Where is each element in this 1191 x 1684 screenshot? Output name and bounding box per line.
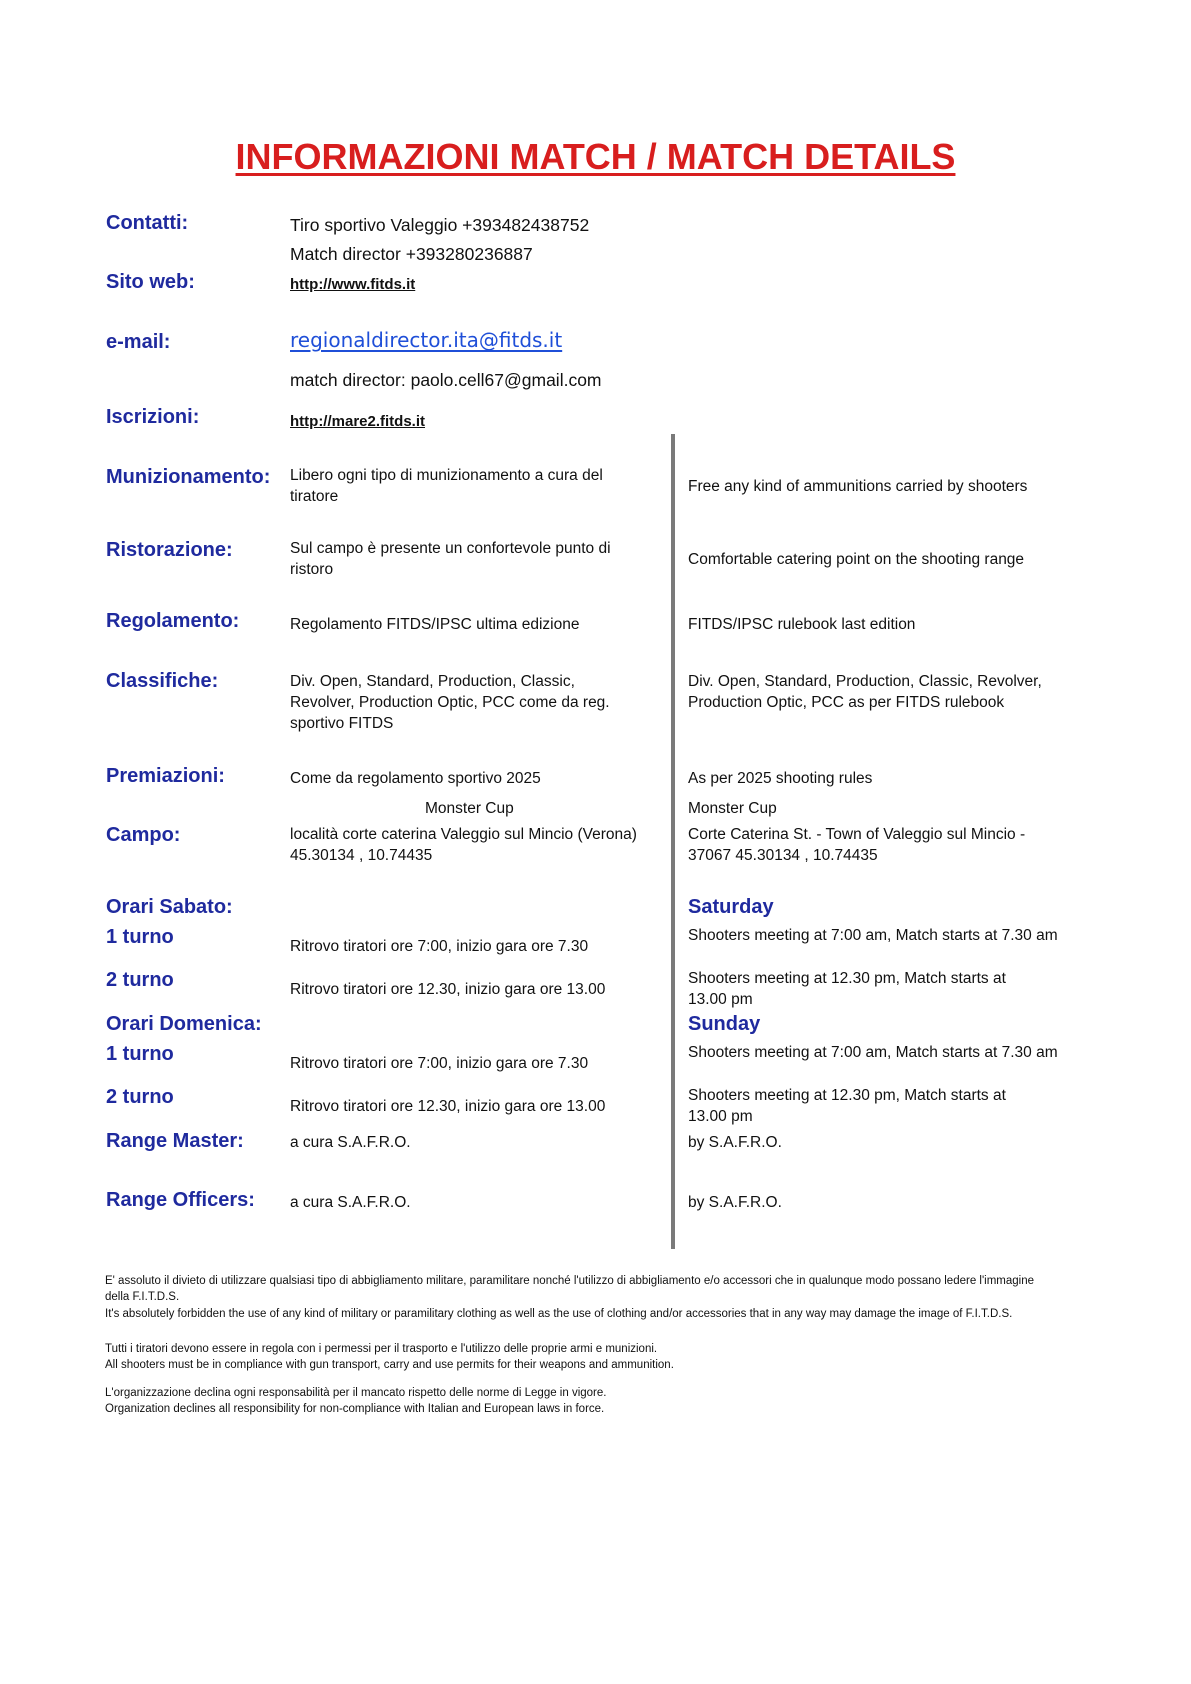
sunday-turn-2-it: Ritrovo tiratori ore 12.30, inizio gara ore 13.00 xyxy=(290,1098,606,1115)
email-link-wrap xyxy=(290,330,562,353)
ammo-it: Libero ogni tipo di munizionamento a cura del tiratore xyxy=(290,467,603,505)
sunday-turn-2-label: 2 turno xyxy=(106,1086,174,1108)
note-permits-en: All shooters must be in compliance with gun transport, carry and use permits for their weapons and ammunition. xyxy=(105,1359,674,1371)
ammo-label: Munizionamento: xyxy=(106,466,271,488)
awards-monster-cup-it: Monster Cup xyxy=(425,800,514,817)
saturday-label: Orari Sabato: xyxy=(106,896,233,918)
catering-label: Ristorazione: xyxy=(106,539,233,561)
saturday-turn-2-en: Shooters meeting at 12.30 pm, Match starts at 13.00 pm xyxy=(688,970,1006,1008)
rankings-it: Div. Open, Standard, Production, Classic, Revolver, Production Optic, PCC come da reg. sportivo FITDS xyxy=(290,673,610,732)
saturday-label-en: Saturday xyxy=(688,896,774,918)
catering-it: Sul campo è presente un confortevole punto di ristoro xyxy=(290,540,611,578)
contacts-line-1: Tiro sportivo Valeggio +393482438752 xyxy=(290,215,590,235)
note-liability-en: Organization declines all responsibility for non-compliance with Italian and European laws in force. xyxy=(105,1403,605,1415)
email-label: e-mail: xyxy=(106,331,171,353)
awards-monster-cup-en: Monster Cup xyxy=(688,800,777,817)
note-permits-it: Tutti i tiratori devono essere in regola con i permessi per il trasporto e l'utilizzo delle proprie armi e munizioni. xyxy=(105,1343,658,1355)
match-director-email: match director: paolo.cell67@gmail.com xyxy=(290,370,602,390)
awards-it: Come da regolamento sportivo 2025 xyxy=(290,770,541,787)
sunday-turn-1-label: 1 turno xyxy=(106,1043,174,1065)
ammo-en: Free any kind of ammunitions carried by shooters xyxy=(688,478,1028,495)
rules-it: Regolamento FITDS/IPSC ultima edizione xyxy=(290,616,580,633)
range-officers-label: Range Officers: xyxy=(106,1189,255,1211)
range-officers-en: by S.A.F.R.O. xyxy=(688,1194,782,1211)
range-officers-it: a cura S.A.F.R.O. xyxy=(290,1194,411,1211)
saturday-turn-2-it: Ritrovo tiratori ore 12.30, inizio gara ore 13.00 xyxy=(290,981,606,998)
saturday-turn-1-en: Shooters meeting at 7:00 am, Match starts at 7.30 am xyxy=(688,927,1058,944)
range-label: Campo: xyxy=(106,824,181,846)
page-title: INFORMAZIONI MATCH / MATCH DETAILS xyxy=(235,136,956,177)
catering-en: Comfortable catering point on the shooting range xyxy=(688,551,1025,568)
saturday-turn-1-it: Ritrovo tiratori ore 7:00, inizio gara ore 7.30 xyxy=(290,938,589,955)
range-en: Corte Caterina St. - Town of Valeggio sul Mincio - 37067 45.30134 , 10.74435 xyxy=(688,826,1026,864)
registrations-label: Iscrizioni: xyxy=(106,406,200,428)
saturday-turn-2-label: 2 turno xyxy=(106,969,174,991)
sunday-label: Orari Domenica: xyxy=(106,1013,262,1035)
range-master-en: by S.A.F.R.O. xyxy=(688,1134,782,1151)
email-link[interactable]: regionaldirector.ita@fitds.it xyxy=(290,328,563,352)
rankings-label: Classifiche: xyxy=(106,670,219,692)
sunday-turn-1-it: Ritrovo tiratori ore 7:00, inizio gara ore 7.30 xyxy=(290,1055,589,1072)
saturday-turn-1-label: 1 turno xyxy=(106,926,174,948)
rankings-en: Div. Open, Standard, Production, Classic, Revolver, Production Optic, PCC as per FITDS rulebook xyxy=(688,673,1042,711)
note-clothing-it: E' assoluto il divieto di utilizzare qualsiasi tipo di abbigliamento militare, paramilitare nonché l'utilizzo di abbigliamento e/o accessori che in qualunque modo possano ledere l'immagine della F.I.T.D.S. xyxy=(105,1275,1035,1303)
registrations-link-wrap xyxy=(290,411,425,432)
note-clothing-en: It's absolutely forbidden the use of any kind of military or paramilitary clothing as well as the use of clothing and/or accessories that in any way may damage the image of F.I.T.D.S. xyxy=(105,1308,1013,1320)
rules-label: Regolamento: xyxy=(106,610,240,632)
awards-en: As per 2025 shooting rules xyxy=(688,770,873,787)
sunday-turn-1-en: Shooters meeting at 7:00 am, Match starts at 7.30 am xyxy=(688,1044,1058,1061)
contacts-label: Contatti: xyxy=(106,212,189,234)
website-label: Sito web: xyxy=(106,271,195,293)
range-it: località corte caterina Valeggio sul Mincio (Verona) 45.30134 , 10.74435 xyxy=(290,826,637,864)
registrations-link[interactable]: http://mare2.fitds.it xyxy=(290,413,426,430)
range-master-it: a cura S.A.F.R.O. xyxy=(290,1134,411,1151)
website-link[interactable]: http://www.fitds.it xyxy=(290,276,416,293)
column-divider xyxy=(671,434,675,1249)
contacts-line-2: Match director +393280236887 xyxy=(290,244,533,264)
website-link-wrap xyxy=(290,274,415,295)
sunday-turn-2-en: Shooters meeting at 12.30 pm, Match starts at 13.00 pm xyxy=(688,1087,1006,1125)
sunday-label-en: Sunday xyxy=(688,1013,761,1035)
rules-en: FITDS/IPSC rulebook last edition xyxy=(688,616,916,633)
awards-label: Premiazioni: xyxy=(106,765,225,787)
note-liability-it: L'organizzazione declina ogni responsabilità per il mancato rispetto delle norme di Legge in vigore. xyxy=(105,1387,607,1399)
range-master-label: Range Master: xyxy=(106,1130,244,1152)
